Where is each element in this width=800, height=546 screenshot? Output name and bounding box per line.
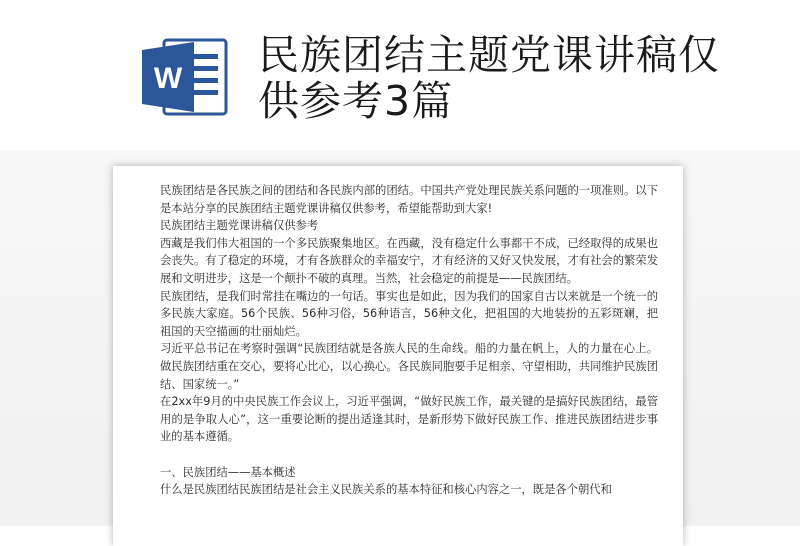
body-paragraph: 什么是民族团结民族团结是社会主义民族关系的基本特征和核心内容之一，既是各个朝代和: [160, 483, 612, 497]
body-paragraph: 西藏是我们伟大祖国的一个多民族聚集地区。在西藏，没有稳定什么事都干不成，已经取得的成果也会丧失。有了稳定的环境，才有各族群众的幸福安宁，才有经济的又好又快发展，才有社会的繁荣发展和文明进步，这是一个颠扑不破的真理。当然，社会稳定的前提是——民族团结。: [160, 236, 658, 285]
document-body: [160, 182, 658, 499]
blank-line: [160, 446, 658, 464]
body-paragraph: 民族团结，是我们时常挂在嘴边的一句话。事实也是如此，因为我们的国家自古以来就是一个统一的多民族大家庭。56个民族、56种习俗，56种语言，56种文化，把祖国的大地装扮的五彩斑斓，把祖国的天空描画的壮丽灿烂。: [160, 289, 658, 338]
page-title: 民族团结主题党课讲稿仅供参考3篇: [258, 31, 720, 125]
section-heading: 一、民族团结——基本概述: [160, 465, 296, 479]
word-icon-letter: W: [153, 62, 183, 95]
section-title: 民族团结主题党课讲稿仅供参考: [160, 219, 319, 233]
body-paragraph: 习近平总书记在考察时强调“民族团结就是各族人民的生命线。船的力量在帆上，人的力量在心上。做民族团结重在交心，要将心比心，以心换心。各民族同胞要手足相亲、守望相助，共同维护民族团结、国家统一。”: [160, 342, 658, 391]
header-banner: [0, 0, 800, 150]
body-paragraph: 在2xx年9月的中央民族工作会议上，习近平强调，“做好民族工作，最关键的是搞好民族团结，最管用的是争取人心”，这一重要论断的提出适逢其时，是新形势下做好民族工作、推进民族团结进步事业的基本遵循。: [160, 395, 658, 444]
word-document-icon: [142, 38, 230, 116]
intro-paragraph: 民族团结是各民族之间的团结和各民族内部的团结。中国共产党处理民族关系问题的一项准则。以下是本站分享的民族团结主题党课讲稿仅供参考，希望能帮助到大家!: [160, 184, 658, 215]
